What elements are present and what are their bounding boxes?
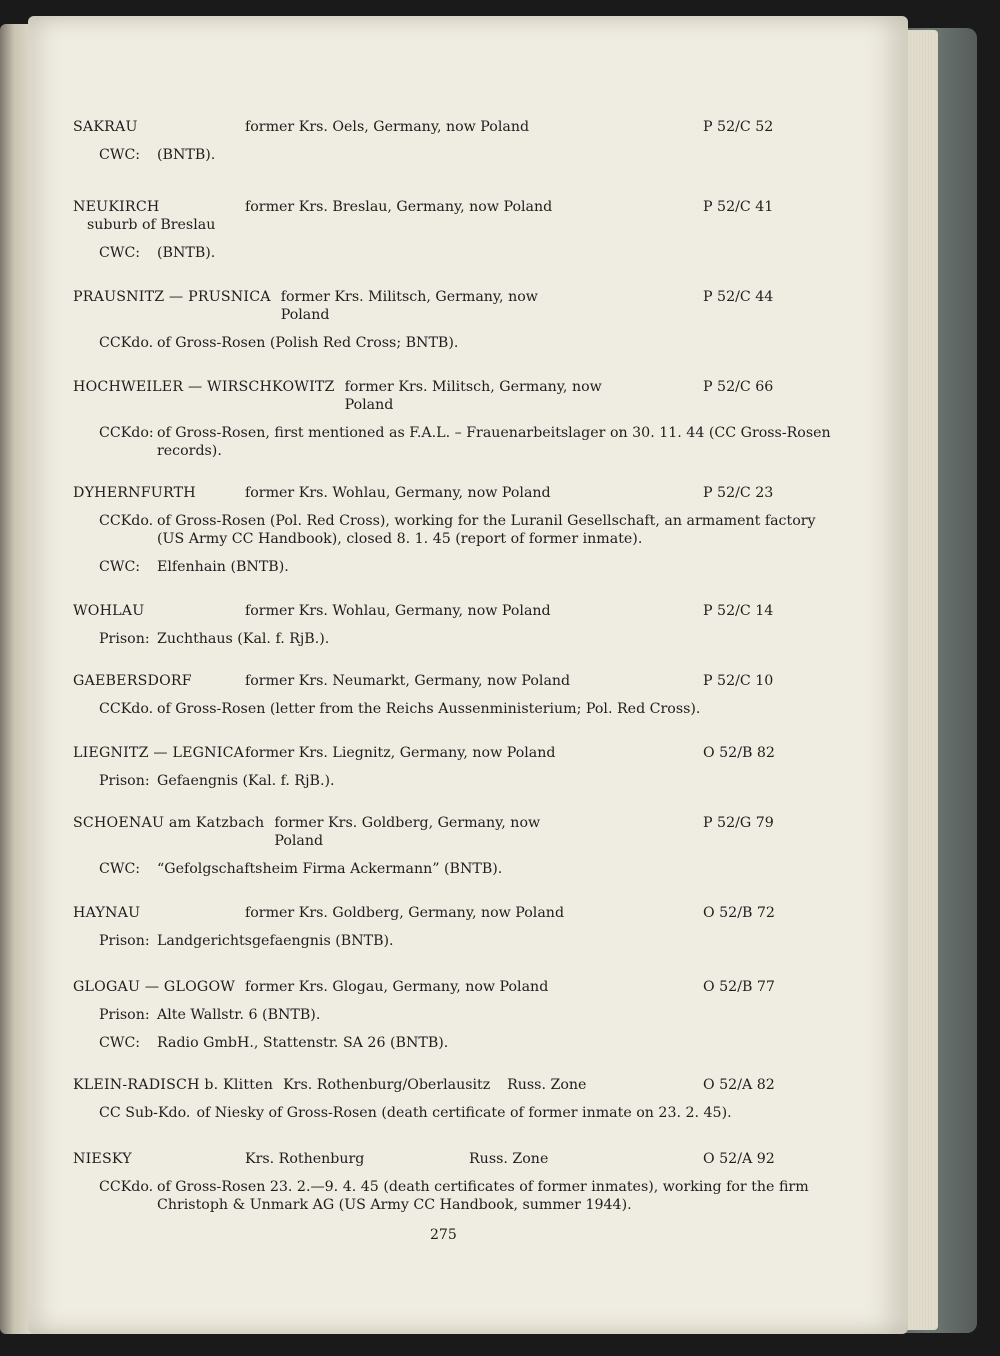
map-grid-reference: O 52/A 82 — [703, 1077, 775, 1093]
entry-detail — [73, 630, 833, 648]
entry-heading — [73, 484, 833, 502]
map-grid-reference: P 52/C 66 — [703, 379, 774, 395]
place-name: LIEGNITZ — LEGNICA — [73, 745, 245, 761]
entries-list — [73, 94, 833, 1214]
entry — [73, 118, 833, 164]
detail-label: Prison: — [99, 773, 150, 789]
entry — [73, 1150, 833, 1214]
detail-label: CWC: — [99, 245, 141, 261]
detail-text: Alte Wallstr. 6 (BNTB). — [157, 1007, 321, 1023]
detail-text: Landgerichtsgefaengnis (BNTB). — [157, 933, 394, 949]
entry-heading — [73, 1076, 833, 1094]
place-note: suburb of Breslau — [87, 217, 216, 233]
entry-heading — [73, 978, 833, 996]
place-name: DYHERNFURTH — [73, 485, 196, 501]
zone: Russ. Zone — [469, 1151, 549, 1167]
location: former Krs. Wohlau, Germany, now Poland — [245, 485, 551, 501]
entry-heading — [73, 904, 833, 922]
entry — [73, 978, 833, 1052]
entry-detail — [73, 558, 833, 576]
detail-label: Prison: — [99, 1007, 150, 1023]
entry-heading — [73, 814, 833, 850]
place-name: NEUKIRCH — [73, 199, 160, 215]
location: former Krs. Goldberg, Germany, now Poland — [274, 815, 541, 849]
entry — [73, 602, 833, 648]
location: former Krs. Militsch, Germany, now Poland — [344, 379, 602, 413]
detail-label: CCKdo. — [99, 1179, 154, 1195]
entry-heading — [73, 198, 833, 234]
map-grid-reference: P 52/C 23 — [703, 485, 774, 501]
place-name: SAKRAU — [73, 119, 138, 135]
location: former Krs. Neumarkt, Germany, now Poland — [245, 673, 571, 689]
detail-text: of Gross-Rosen (Polish Red Cross; BNTB). — [157, 335, 459, 351]
location: former Krs. Militsch, Germany, now Poland — [280, 289, 538, 323]
detail-text: of Gross-Rosen (letter from the Reichs Aussenministerium; Pol. Red Cross). — [157, 701, 701, 717]
location: former Krs. Breslau, Germany, now Poland — [245, 199, 553, 215]
location: former Krs. Goldberg, Germany, now Poland — [245, 905, 565, 921]
location: former Krs. Glogau, Germany, now Poland — [245, 979, 549, 995]
detail-label: CWC: — [99, 1035, 141, 1051]
entry — [73, 1076, 833, 1122]
place-name: GLOGAU — GLOGOW — [73, 979, 236, 995]
map-grid-reference: P 52/C 10 — [703, 673, 774, 689]
entry — [73, 744, 833, 790]
entry-detail — [73, 932, 833, 950]
detail-label: CCKdo. — [99, 335, 154, 351]
place-name: HOCHWEILER — WIRSCHKOWITZ — [73, 379, 335, 395]
map-grid-reference: O 52/B 72 — [703, 905, 775, 921]
detail-text: Radio GmbH., Stattenstr. SA 26 (BNTB). — [157, 1035, 449, 1051]
entry-detail — [73, 424, 833, 460]
place-name: GAEBERSDORF — [73, 673, 192, 689]
entry-detail — [73, 772, 833, 790]
detail-text: Zuchthaus (Kal. f. RjB.). — [157, 631, 330, 647]
location: former Krs. Wohlau, Germany, now Poland — [245, 603, 551, 619]
place-name: HAYNAU — [73, 905, 141, 921]
detail-label: CCKdo. — [99, 513, 154, 529]
detail-text: Elfenhain (BNTB). — [157, 559, 289, 575]
detail-text: “Gefolgschaftsheim Firma Ackermann” (BNTB). — [157, 861, 503, 877]
map-grid-reference: O 52/B 77 — [703, 979, 775, 995]
place-name: WOHLAU — [73, 603, 145, 619]
detail-text: (BNTB). — [157, 147, 216, 163]
entry-detail — [73, 1178, 833, 1214]
entry-detail — [73, 146, 833, 164]
detail-text: of Gross-Rosen, first mentioned as F.A.L. – Frauenarbeitslager on 30. 11. 44 (CC Gross-Rosen records). — [157, 425, 831, 459]
page-number: 275 — [430, 1227, 457, 1243]
location: Krs. Rothenburg — [245, 1151, 365, 1167]
entry-heading — [73, 744, 833, 762]
detail-label: CC Sub-Kdo. — [99, 1105, 191, 1121]
map-grid-reference: P 52/C 14 — [703, 603, 774, 619]
location: former Krs. Liegnitz, Germany, now Poland — [245, 745, 556, 761]
map-grid-reference: P 52/C 41 — [703, 199, 774, 215]
entry-heading — [73, 1150, 833, 1168]
map-grid-reference: O 52/B 82 — [703, 745, 775, 761]
map-grid-reference: P 52/C 44 — [703, 289, 774, 305]
entry-heading — [73, 672, 833, 690]
detail-text: of Gross-Rosen 23. 2.—9. 4. 45 (death certificates of former inmates), working for the firm Christoph & Unmark AG (US Army CC Handbook, summer 1944). — [157, 1179, 809, 1213]
map-grid-reference: P 52/G 79 — [703, 815, 774, 831]
zone: Russ. Zone — [507, 1077, 587, 1093]
entry-heading — [73, 118, 833, 136]
entry-detail — [73, 244, 833, 262]
entry-detail — [73, 512, 833, 548]
map-grid-reference: P 52/C 52 — [703, 119, 774, 135]
entry — [73, 484, 833, 576]
entry-detail — [73, 334, 833, 352]
map-grid-reference: O 52/A 92 — [703, 1151, 775, 1167]
place-name: KLEIN-RADISCH b. Klitten — [73, 1077, 274, 1093]
location: former Krs. Oels, Germany, now Poland — [245, 119, 530, 135]
entry-detail — [73, 1006, 833, 1024]
entry-heading — [73, 378, 833, 414]
detail-text: (BNTB). — [157, 245, 216, 261]
detail-text: Gefaengnis (Kal. f. RjB.). — [157, 773, 335, 789]
entry-heading — [73, 602, 833, 620]
detail-label: CWC: — [99, 147, 141, 163]
detail-label: CCKdo. — [99, 701, 154, 717]
entry-detail — [73, 700, 833, 718]
entry — [73, 288, 833, 352]
entry — [73, 198, 833, 262]
detail-label: CWC: — [99, 861, 141, 877]
entry — [73, 904, 833, 950]
entry-detail — [73, 860, 833, 878]
place-name: PRAUSNITZ — PRUSNICA — [73, 289, 271, 305]
place-name: SCHOENAU am Katzbach — [73, 815, 265, 831]
detail-text: of Gross-Rosen (Pol. Red Cross), working for the Luranil Gesellschaft, an armament factory (US Army CC Handbook), closed 8. 1. 45 (report of former inmate). — [157, 513, 816, 547]
location: Krs. Rothenburg/Oberlausitz — [283, 1077, 491, 1093]
detail-label: Prison: — [99, 631, 150, 647]
entry-heading — [73, 288, 833, 324]
entry — [73, 672, 833, 718]
entry — [73, 378, 833, 460]
entry — [73, 814, 833, 878]
detail-label: CCKdo: — [99, 425, 154, 441]
detail-text: of Niesky of Gross-Rosen (death certificate of former inmate on 23. 2. 45). — [196, 1105, 732, 1121]
entry-detail — [73, 1034, 833, 1052]
detail-label: Prison: — [99, 933, 150, 949]
place-name: NIESKY — [73, 1151, 132, 1167]
entry-detail — [73, 1104, 833, 1122]
detail-label: CWC: — [99, 559, 141, 575]
book-page — [28, 16, 908, 1334]
